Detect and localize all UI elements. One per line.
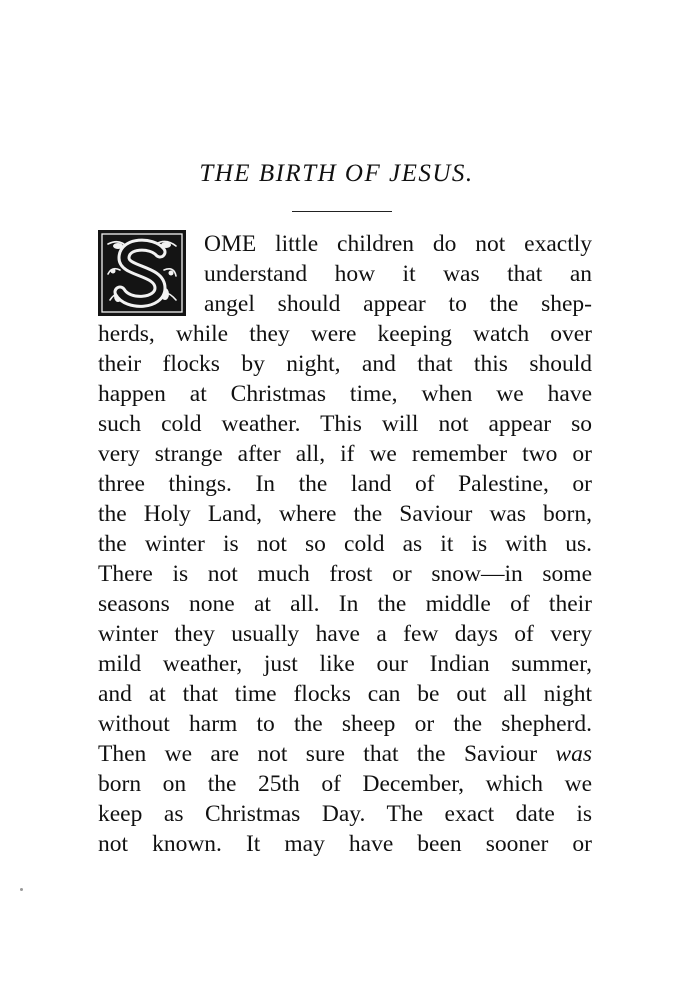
text-line: very strange after all, if we remember two or	[98, 441, 592, 467]
text-segment: Then we are not sure that the Saviour	[98, 741, 556, 767]
ornamental-drop-cap	[98, 230, 186, 316]
text-line: the Holy Land, where the Saviour was born,	[98, 501, 592, 527]
text-line: herds, while they were keeping watch over	[98, 321, 592, 347]
text-line	[98, 739, 592, 769]
text-line: born on the 25th of December, which we	[98, 771, 592, 797]
paper-speck	[20, 888, 23, 891]
svg-text:S: S	[141, 286, 143, 287]
chapter-title: THE BIRTH OF JESUS.	[199, 160, 474, 187]
text-line: their flocks by night, and that this should	[98, 351, 592, 377]
text-line: seasons none at all. In the middle of their	[98, 591, 592, 617]
title-rule	[292, 211, 392, 212]
text-line: such cold weather. This will not appear so	[98, 411, 592, 437]
text-line: three things. In the land of Palestine, or	[98, 471, 592, 497]
text-line: OME little children do not exactly	[204, 231, 592, 257]
text-line: without harm to the sheep or the shepherd.	[98, 711, 592, 737]
text-line: mild weather, just like our Indian summer,	[98, 651, 592, 677]
text-line: keep as Christmas Day. The exact date is	[98, 801, 592, 827]
text-line: and at that time flocks can be out all night	[98, 681, 592, 707]
text-line: understand how it was that an	[204, 261, 592, 287]
text-line: the winter is not so cold as it is with us.	[98, 531, 592, 557]
text-line: There is not much frost or snow—in some	[98, 561, 592, 587]
text-line: happen at Christmas time, when we have	[98, 381, 592, 407]
text-line: winter they usually have a few days of very	[98, 621, 592, 647]
emphasized-word: was	[555, 741, 592, 767]
text-line: not known. It may have been sooner or	[98, 831, 592, 857]
text-line: angel should appear to the shep-	[204, 291, 592, 317]
